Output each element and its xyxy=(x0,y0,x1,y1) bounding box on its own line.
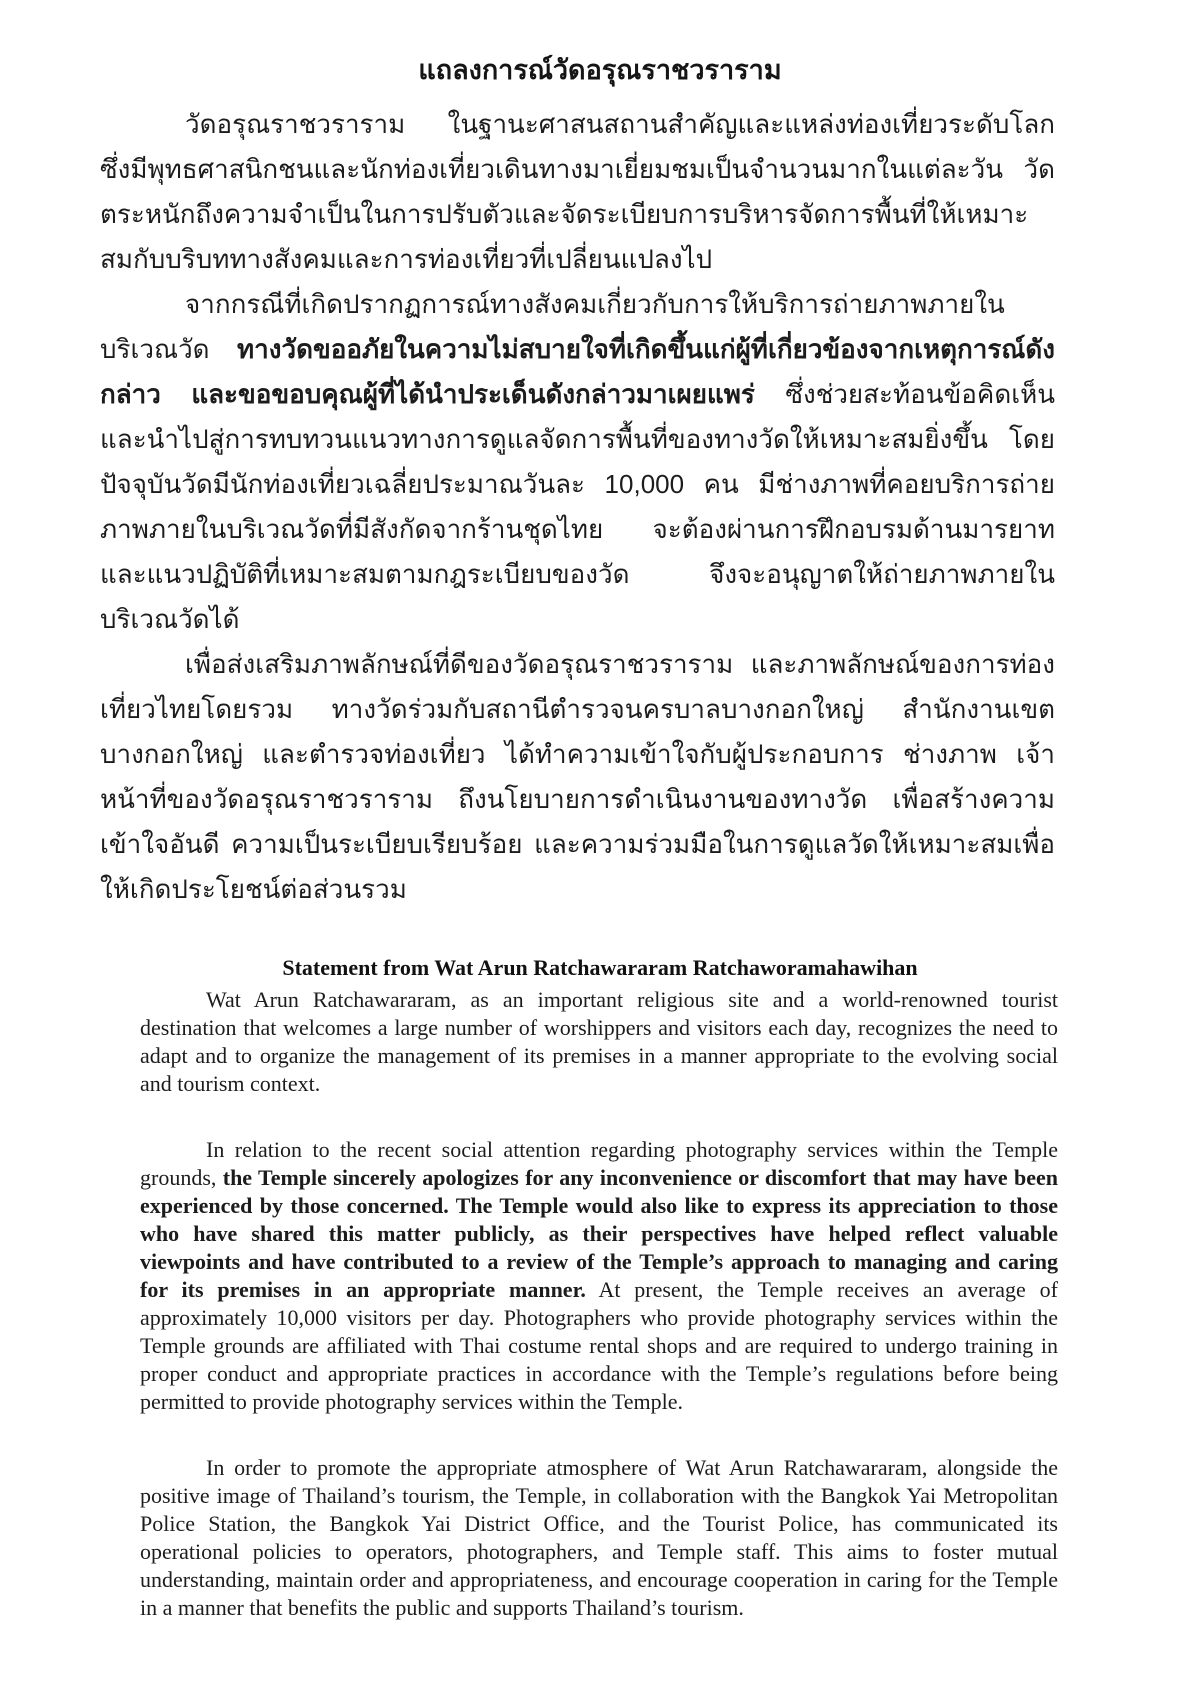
bold-text-run: ทางวัดขออภัยในความไม่สบายใจที่เกิดขึ้นแก่ผู้ที่เกี่ยวข้องจากเหตุการณ์ดังกล่าว และขอขอบคุณผู้ที่ได้นำประเด็นดังกล่าวมาเผยแพร่ xyxy=(100,334,1055,409)
text-run: In relation to the recent social attention regarding photography services within the Temple grounds, xyxy=(140,1137,1058,1190)
text-run: จากกรณีที่เกิดปรากฏการณ์ทางสังคมเกี่ยวกับการให้บริการถ่ายภาพภายในบริเวณวัด xyxy=(100,289,1005,364)
text-run: In order to promote the appropriate atmosphere of Wat Arun Ratchawararam, alongside the positive image of Thailand’s tourism, the Temple, in collaboration with the Bangkok Yai Metropolitan Police Station, the Bangkok Yai District Office, and the Tourist Police, has communicated its operational policies to operators, photographers, and Temple staff. This aims to foster mutual understanding, maintain order and appropriateness, and encourage cooperation in caring for the Temple in a manner that benefits the public and supports Thailand’s tourism. xyxy=(140,1455,1058,1620)
text-run: Wat Arun Ratchawararam, as an important religious site and a world-renowned tourist destination that welcomes a large number of worshippers and visitors each day, recognizes the need to adapt and to organize the management of its premises in a manner appropriate to the evolving social and tourism context. xyxy=(140,987,1058,1096)
text-run: At present, the Temple receives an average of approximately 10,000 visitors per day. Photographers who provide photography services within the Temple grounds are affiliated with Thai costume rental shops and are required to undergo training in proper conduct and appropriate practices in accordance with the Temple’s regulations before being permitted to provide photography services within the Temple. xyxy=(140,1277,1058,1414)
thai-title: แถลงการณ์วัดอรุณราชวราราม xyxy=(418,55,782,85)
text-run: ซึ่งช่วยสะท้อนข้อคิดเห็นและนำไปสู่การทบทวนแนวทางการดูแลจัดการพื้นที่ของทางวัดให้เหมาะสมยิ่งขึ้น โดยปัจจุบันวัดมีนักท่องเที่ยวเฉลี่ยประมาณวันละ 10,000 คน มีช่างภาพที่คอยบริการถ่ายภาพภายในบริเวณวัดที่มีสังกัดจากร้านชุดไทย จะต้องผ่านการฝึกอบรมด้านมารยาทและแนวปฏิบัติที่เหมาะสมตามกฎระเบียบของวัด จึงจะอนุญาตให้ถ่ายภาพภายในบริเวณวัดได้ xyxy=(100,379,1055,634)
bold-text-run: the Temple sincerely apologizes for any inconvenience or discomfort that may have been experienced by those concerned. The Temple would also like to express its appreciation to those who have shared this matter publicly, as their perspectives have helped reflect valuable viewpoints and have contributed to a review of the Temple’s approach to managing and caring for its premises in an appropriate manner. xyxy=(140,1165,1058,1302)
text-run: วัดอรุณราชวราราม ในฐานะศาสนสถานสำคัญและแหล่งท่องเที่ยวระดับโลก ซึ่งมีพุทธศาสนิกชนและนักท่องเที่ยวเดินทางมาเยี่ยมชมเป็นจำนวนมากในแต่ละวัน วัดตระหนักถึงความจำเป็นในการปรับตัวและจัดระเบียบการบริหารจัดการพื้นที่ให้เหมาะสมกับบริบททางสังคมและการท่องเที่ยวที่เปลี่ยนแปลงไป xyxy=(100,109,1055,274)
english-paragraphs xyxy=(140,986,1058,1622)
english-heading: Statement from Wat Arun Ratchawararam Ratchaworamahawihan xyxy=(282,955,918,980)
paragraph xyxy=(100,642,1055,912)
paragraph xyxy=(100,282,1055,642)
paragraph xyxy=(140,1454,1058,1622)
paragraph xyxy=(100,102,1055,282)
paragraph xyxy=(140,986,1058,1098)
thai-paragraphs xyxy=(100,102,1055,912)
english-statement-section xyxy=(0,954,1200,1622)
paragraph xyxy=(140,1136,1058,1416)
text-run: เพื่อส่งเสริมภาพลักษณ์ที่ดีของวัดอรุณราชวราราม และภาพลักษณ์ของการท่องเที่ยวไทยโดยรวม ทางวัดร่วมกับสถานีตำรวจนครบาลบางกอกใหญ่ สำนักงานเขตบางกอกใหญ่ และตำรวจท่องเที่ยว ได้ทำความเข้าใจกับผู้ประกอบการ ช่างภาพ เจ้าหน้าที่ของวัดอรุณราชวราราม ถึงนโยบายการดำเนินงานของทางวัด เพื่อสร้างความเข้าใจอันดี ความเป็นระเบียบเรียบร้อย และความร่วมมือในการดูแลวัดให้เหมาะสมเพื่อให้เกิดประโยชน์ต่อส่วนรวม xyxy=(100,649,1055,904)
